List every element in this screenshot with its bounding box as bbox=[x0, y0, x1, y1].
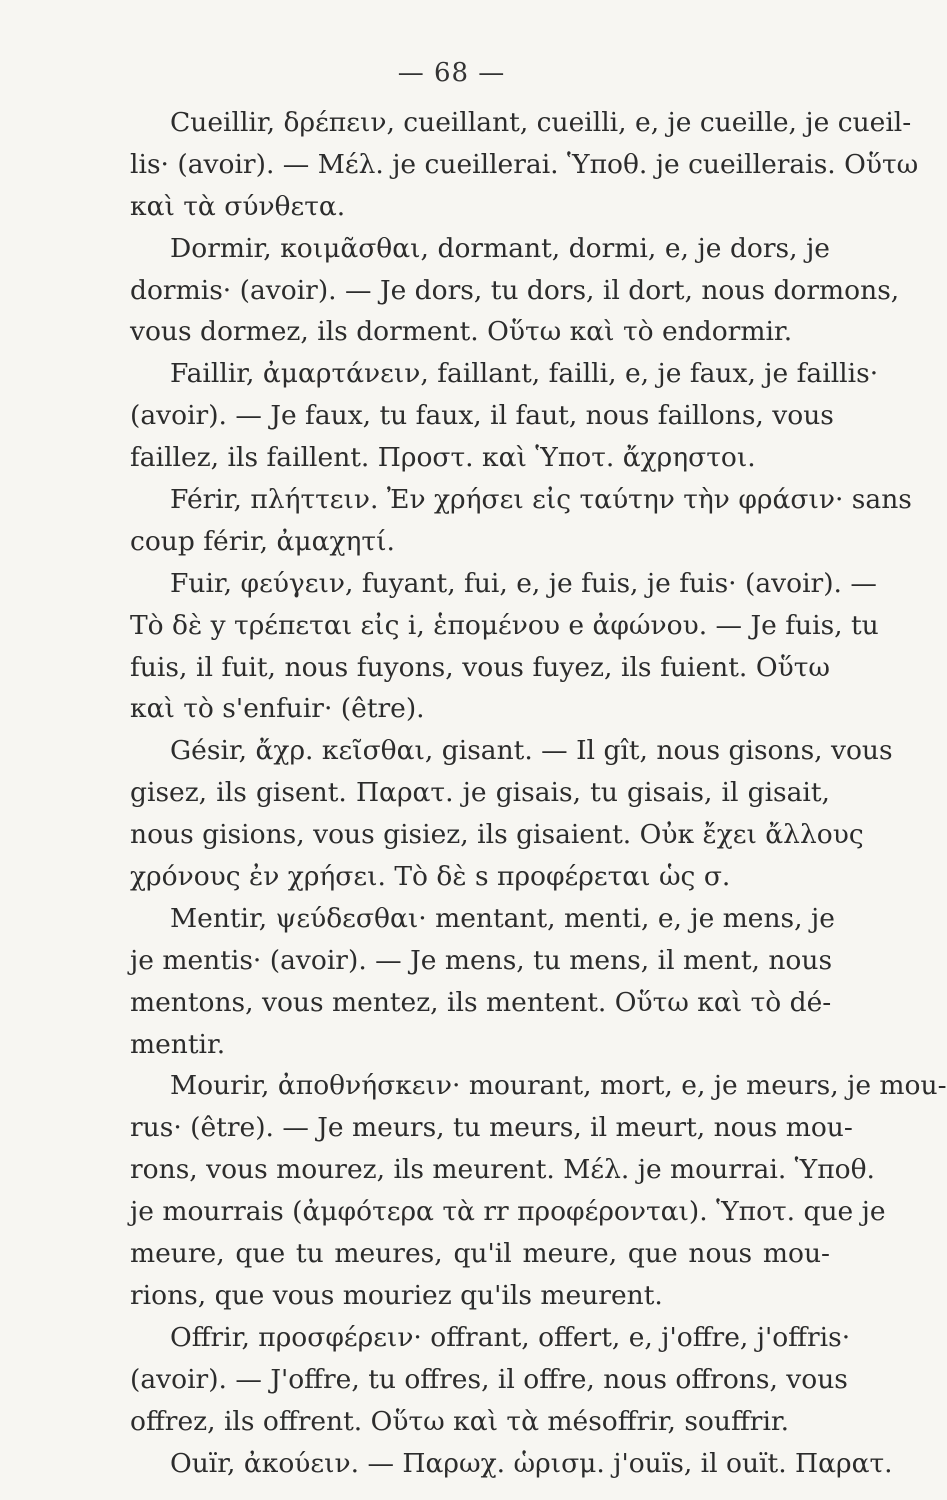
text-line: Mourir, ἀποθνήσκειν· mourant, mort, e, je meurs, je mou- bbox=[170, 1070, 947, 1102]
text-line: Offrir, προσφέρειν· offrant, offert, e, j'offre, j'offris· bbox=[170, 1321, 851, 1353]
text-line: Τὸ δὲ y τρέπεται εἰς i, ἑπομένου e ἀφώνου. — Je fuis, tu bbox=[130, 609, 879, 641]
text-line: (avoir). — Je faux, tu faux, il faut, nous faillons, vous bbox=[130, 400, 834, 432]
text-line: je mentis· (avoir). — Je mens, tu mens, il ment, nous bbox=[130, 944, 833, 976]
text-line: mentons, vous mentez, ils mentent. Οὕτω καὶ τὸ dé- bbox=[130, 986, 832, 1018]
text-line: vous dormez, ils dorment. Οὕτω καὶ τὸ endormir. bbox=[130, 316, 793, 348]
text-line: Ouïr, ἀκούειν. — Παρωχ. ὡρισμ. j'ouïs, il ouït. Παρατ. bbox=[170, 1447, 893, 1479]
text-line: Dormir, κοιμᾶσθαι, dormant, dormi, e, je dors, je bbox=[170, 232, 830, 264]
text-line: (avoir). — J'offre, tu offres, il offre, nous offrons, vous bbox=[130, 1363, 848, 1395]
text-line: rons, vous mourez, ils meurent. Μέλ. je mourrai. Ὑποθ. bbox=[130, 1154, 875, 1186]
text-line: gisez, ils gisent. Παρατ. je gisais, tu gisais, il gisait, bbox=[130, 777, 830, 809]
page-number: — 68 — bbox=[397, 58, 506, 88]
text-line: fuis, il fuit, nous fuyons, vous fuyez, ils fuient. Οὕτω bbox=[130, 651, 830, 683]
text-line: Fuir, φεύγειν, fuyant, fui, e, je fuis, je fuis· (avoir). — bbox=[170, 567, 877, 599]
text-line: lis· (avoir). — Μέλ. je cueillerai. Ὑποθ. je cueillerais. Οὕτω bbox=[130, 148, 919, 180]
text-line: offrez, ils offrent. Οὕτω καὶ τὰ mésoffrir, souffrir. bbox=[130, 1405, 790, 1437]
text-line: rions, que vous mouriez qu'ils meurent. bbox=[130, 1279, 663, 1311]
text-line: je mourrais (ἀμφότερα τὰ rr προφέρονται). Ὑποτ. que je bbox=[130, 1196, 886, 1228]
text-line: faillez, ils faillent. Προστ. καὶ Ὑποτ. ἄχρηστοι. bbox=[130, 442, 756, 474]
text-line: mentir. bbox=[130, 1028, 226, 1060]
text-line: nous gisions, vous gisiez, ils gisaient. Οὐκ ἔχει ἄλλους bbox=[130, 819, 864, 851]
text-line: χρόνους ἐν χρήσει. Τὸ δὲ s προφέρεται ὡς σ. bbox=[130, 861, 731, 893]
text-line: Gésir, ἄχρ. κεῖσθαι, gisant. — Il gît, nous gisons, vous bbox=[170, 735, 893, 767]
text-line: Férir, πλήττειν. Ἐν χρήσει εἰς ταύτην τὴν φράσιν· sans bbox=[170, 484, 912, 516]
text-line: καὶ τὰ σύνθετα. bbox=[130, 190, 346, 222]
text-line: καὶ τὸ s'enfuir· (être). bbox=[130, 693, 425, 725]
text-line: meure, que tu meures, qu'il meure, que nous mou- bbox=[130, 1238, 830, 1270]
text-line: rus· (être). — Je meurs, tu meurs, il meurt, nous mou- bbox=[130, 1112, 853, 1144]
text-line: dormis· (avoir). — Je dors, tu dors, il dort, nous dormons, bbox=[130, 274, 900, 306]
text-line: Mentir, ψεύδεσθαι· mentant, menti, e, je mens, je bbox=[170, 902, 835, 934]
text-line: Faillir, ἀμαρτάνειν, faillant, failli, e, je faux, je faillis· bbox=[170, 358, 879, 390]
text-line: Cueillir, δρέπειν, cueillant, cueilli, e, je cueille, je cueil- bbox=[170, 107, 912, 138]
text-line: coup férir, ἀμαχητί. bbox=[130, 525, 395, 557]
body-text bbox=[130, 102, 947, 1484]
